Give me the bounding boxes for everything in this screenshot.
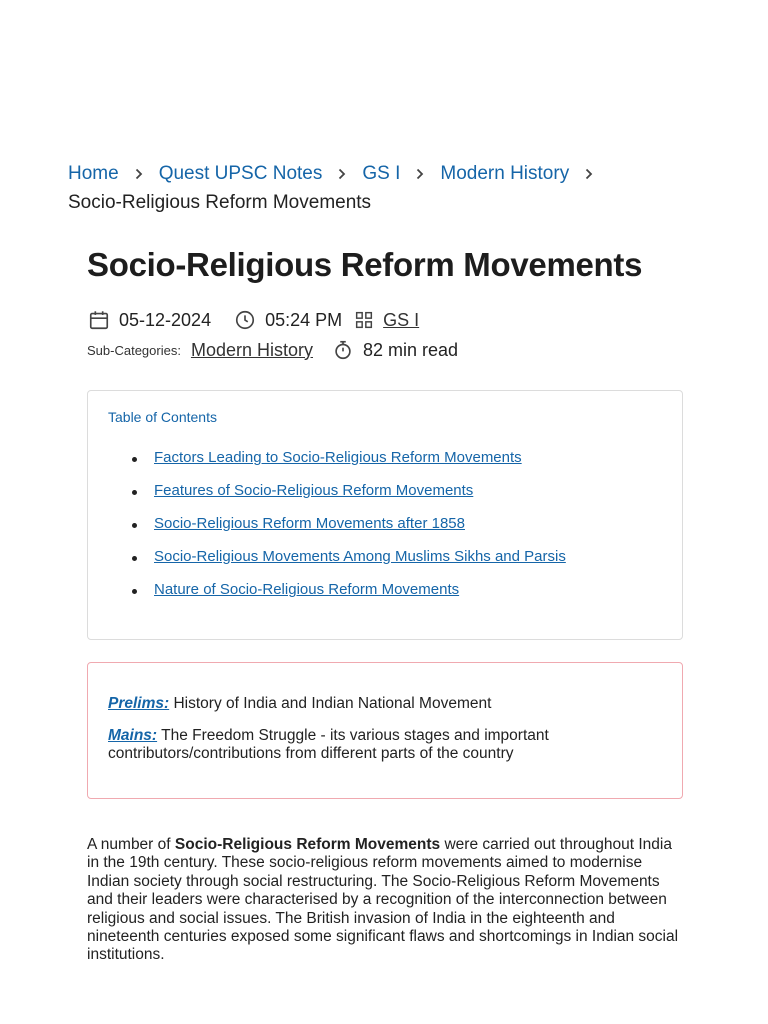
toc-link[interactable]: Factors Leading to Socio-Religious Reform Movements [154, 449, 522, 466]
toc-link[interactable]: Socio-Religious Reform Movements after 1858 [154, 515, 465, 532]
article-intro [87, 836, 687, 965]
breadcrumb-quest-upsc-notes-link[interactable]: Quest UPSC Notes [158, 163, 323, 184]
table-of-contents [87, 390, 683, 640]
calendar-icon [87, 308, 111, 332]
post-meta-row [87, 308, 419, 332]
toc-link[interactable]: Nature of Socio-Religious Reform Movements [154, 581, 460, 598]
intro-bold: Socio-Religious Reform Movements [174, 836, 441, 853]
breadcrumb-modern-history-link[interactable]: Modern History [440, 163, 570, 184]
breadcrumb [68, 160, 708, 217]
prelims-line [108, 695, 662, 713]
toc-title: Table of Contents [108, 409, 217, 425]
toc-item [130, 482, 662, 515]
category-link[interactable]: GS I [383, 309, 420, 330]
toc-item [130, 515, 662, 548]
subcategory-row [87, 338, 480, 362]
chevron-right-icon [119, 160, 159, 189]
chevron-right-icon [569, 160, 609, 189]
chevron-right-icon [322, 160, 362, 189]
breadcrumb-home-link[interactable]: Home [68, 163, 119, 184]
mains-link[interactable]: Mains: [108, 727, 158, 744]
toc-item [130, 449, 662, 482]
chevron-right-icon [400, 160, 440, 189]
toc-link[interactable]: Socio-Religious Movements Among Muslims Sikhs and Parsis [154, 548, 566, 565]
category-grid-icon [352, 308, 376, 332]
page-title: Socio-Religious Reform Movements [87, 246, 643, 283]
toc-item [130, 548, 662, 581]
post-date: 05-12-2024 [119, 309, 212, 330]
breadcrumb-current: Socio-Religious Reform Movements [68, 192, 372, 213]
clock-icon [233, 308, 257, 332]
read-time: 82 min read [363, 339, 459, 360]
toc-link[interactable]: Features of Socio-Religious Reform Movements [154, 482, 474, 499]
intro-prefix: A number of [87, 836, 175, 853]
mains-text: The Freedom Struggle - its various stages and important contributors/contributions from different parts of the country [108, 727, 549, 762]
toc-item [130, 581, 662, 614]
intro-rest: were carried out throughout India in the 19th century. These socio-religious reform movements aimed to modernise Indian society through social restructuring. The Socio-Religious Reform Movements and their leaders were characterised by a recognition of the interconnection between religious and social issues. The British invasion of India in the eighteenth and nineteenth centuries exposed some significant flaws and shortcomings in Indian social institutions. [87, 836, 679, 964]
mains-line [108, 727, 662, 763]
prelims-text: History of India and Indian National Movement [169, 695, 492, 712]
subcategory-link[interactable]: Modern History [190, 339, 313, 360]
post-time: 05:24 PM [265, 309, 343, 330]
subcategories-label: Sub-Categories: [87, 342, 181, 358]
stopwatch-icon [331, 338, 355, 362]
prelims-link[interactable]: Prelims: [108, 695, 170, 712]
breadcrumb-gs1-link[interactable]: GS I [362, 163, 401, 184]
toc-list [108, 449, 662, 614]
syllabus-box [87, 662, 683, 799]
